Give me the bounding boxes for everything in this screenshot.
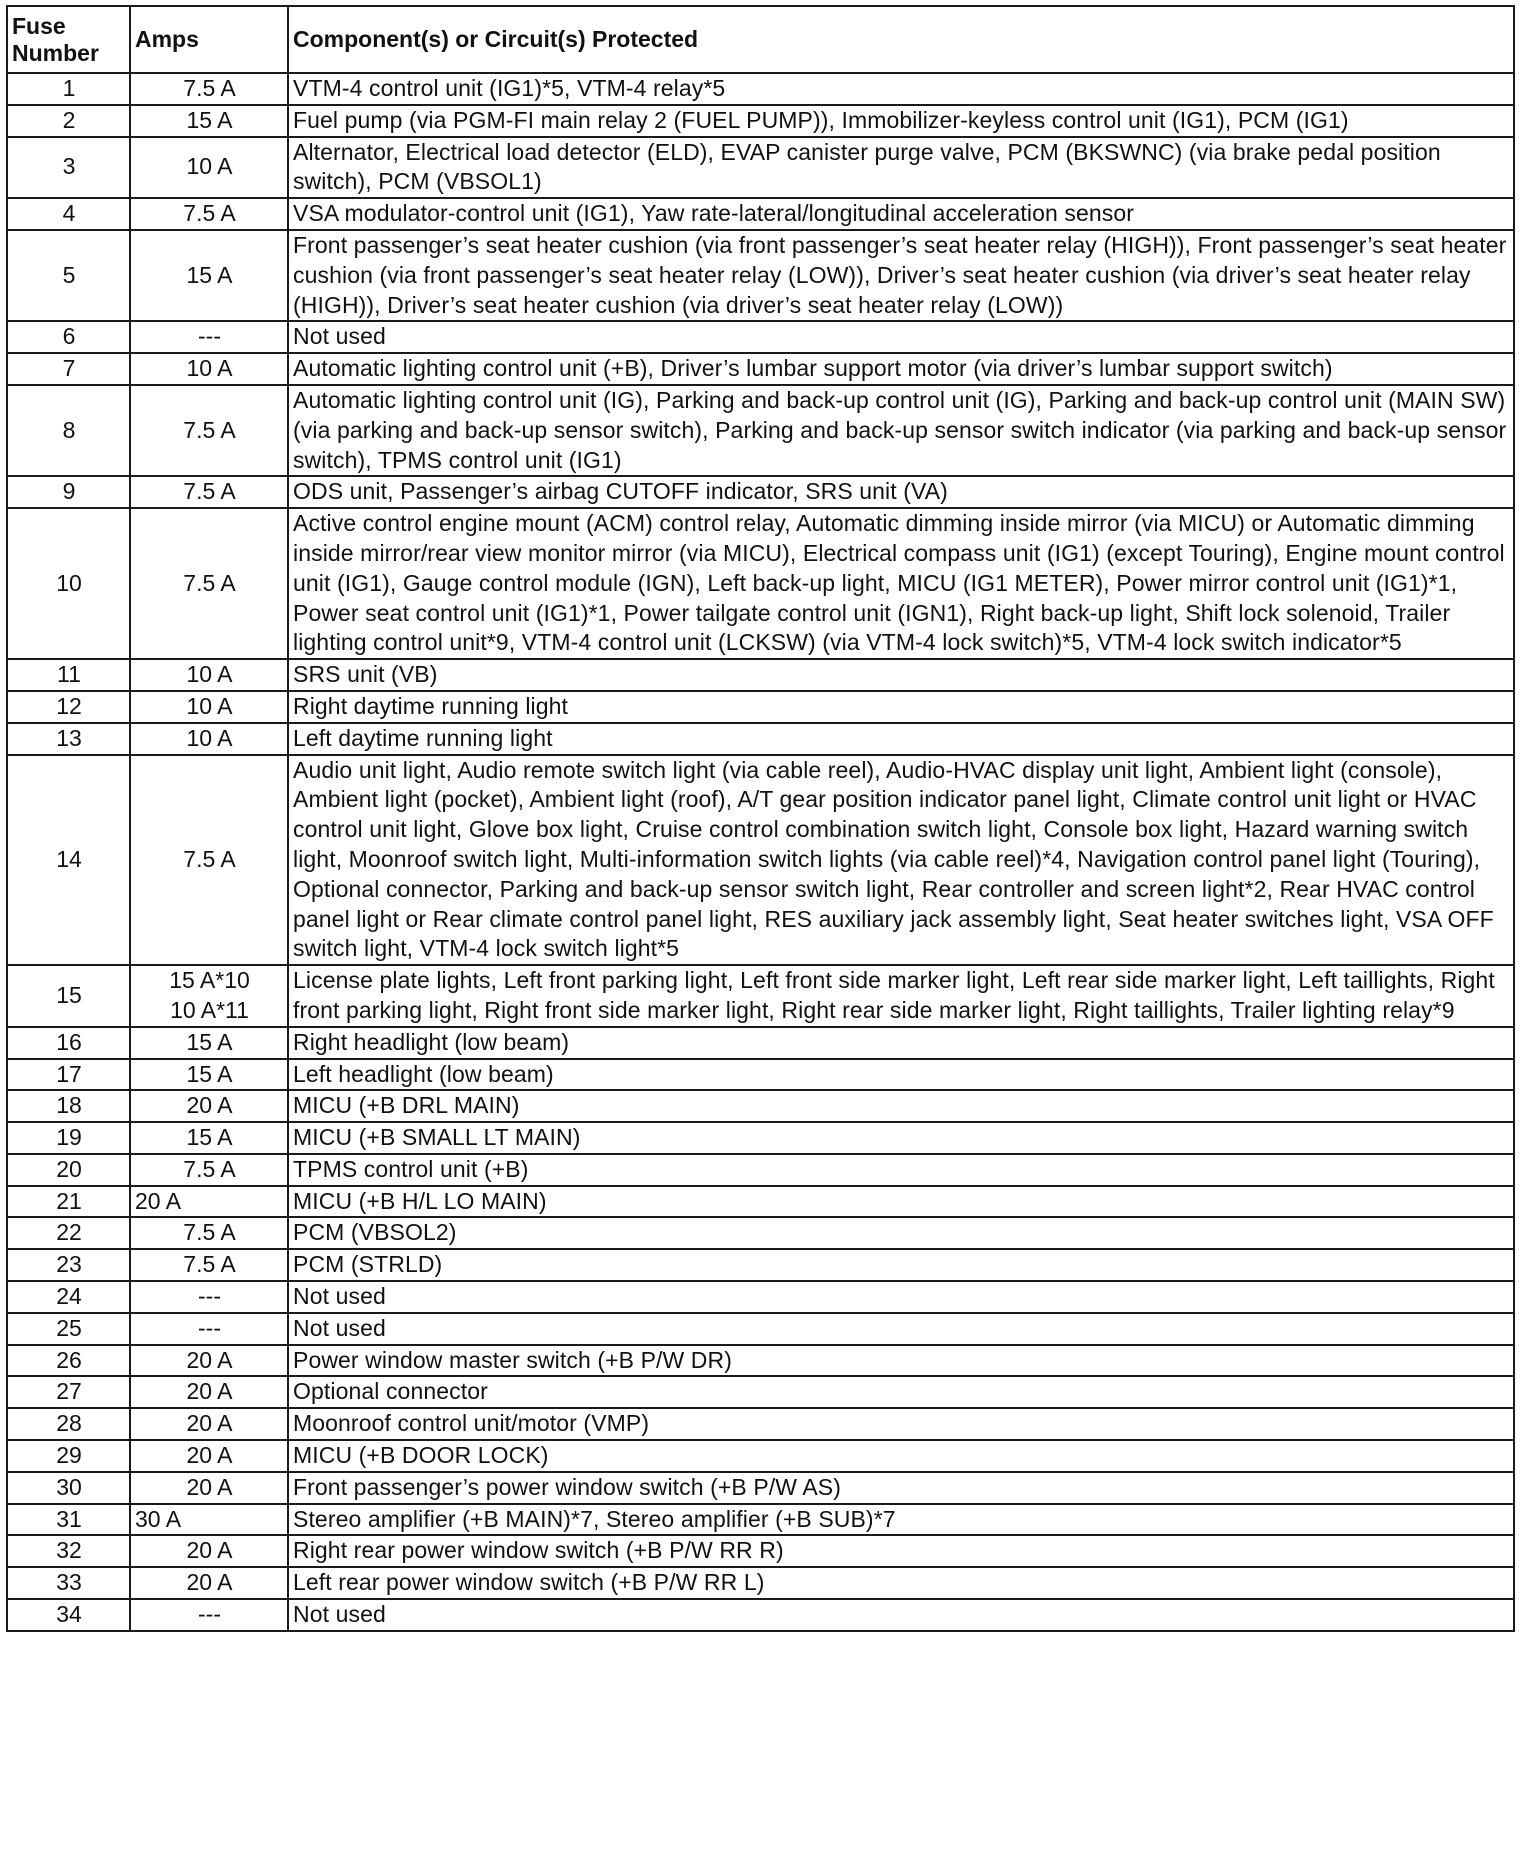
components-cell: VTM-4 control unit (IG1)*5, VTM-4 relay*5 bbox=[288, 73, 1514, 105]
amps-cell: 20 A bbox=[130, 1535, 288, 1567]
table-row bbox=[7, 1217, 1514, 1249]
components-cell: Alternator, Electrical load detector (ELD), EVAP canister purge valve, PCM (BKSWNC) (via brake pedal position switch), PCM (VBSOL1) bbox=[288, 137, 1514, 199]
table-row bbox=[7, 1281, 1514, 1313]
table-row bbox=[7, 1122, 1514, 1154]
header-components: Component(s) or Circuit(s) Protected bbox=[288, 6, 1514, 73]
fuse-number-cell: 31 bbox=[7, 1504, 130, 1536]
table-row bbox=[7, 755, 1514, 966]
table-row bbox=[7, 1027, 1514, 1059]
amps-cell: 10 A bbox=[130, 659, 288, 691]
amps-cell: --- bbox=[130, 1599, 288, 1631]
components-cell: Audio unit light, Audio remote switch light (via cable reel), Audio-HVAC display unit light, Ambient light (console), Ambient light (pocket), Ambient light (roof), A/T gear position indicator panel light, Climate control unit light or HVAC control unit light, Glove box light, Cruise control combination switch light, Console box light, Hazard warning switch light, Moonroof switch light, Multi-information switch lights (via cable reel)*4, Navigation control panel light (Touring), Optional connector, Parking and back-up sensor switch light, Rear controller and screen light*2, Rear HVAC control panel light or Rear climate control panel light, RES auxiliary jack assembly light, Seat heater switches light, VSA OFF switch light, VTM-4 lock switch light*5 bbox=[288, 755, 1514, 966]
components-cell: Right rear power window switch (+B P/W RR R) bbox=[288, 1535, 1514, 1567]
table-row bbox=[7, 1504, 1514, 1536]
fuse-number-cell: 19 bbox=[7, 1122, 130, 1154]
fuse-number-cell: 29 bbox=[7, 1440, 130, 1472]
table-row bbox=[7, 1440, 1514, 1472]
table-row bbox=[7, 137, 1514, 199]
components-cell: Active control engine mount (ACM) control relay, Automatic dimming inside mirror (via MICU) or Automatic dimming inside mirror/rear view monitor mirror (via MICU), Electrical compass unit (IG1) (except Touring), Engine mount control unit (IG1), Gauge control module (IGN), Left back-up light, MICU (IG1 METER), Power mirror control unit (IG1)*1, Power seat control unit (IG1)*1, Power tailgate control unit (IGN1), Right back-up light, Shift lock solenoid, Trailer lighting control unit*9, VTM-4 control unit (LCKSW) (via VTM-4 lock switch)*5, VTM-4 lock switch indicator*5 bbox=[288, 508, 1514, 659]
components-cell: ODS unit, Passenger’s airbag CUTOFF indicator, SRS unit (VA) bbox=[288, 476, 1514, 508]
amps-cell: 15 A bbox=[130, 230, 288, 321]
fuse-number-cell: 5 bbox=[7, 230, 130, 321]
table-row bbox=[7, 723, 1514, 755]
components-cell: Left daytime running light bbox=[288, 723, 1514, 755]
components-cell: Not used bbox=[288, 321, 1514, 353]
components-cell: SRS unit (VB) bbox=[288, 659, 1514, 691]
table-row bbox=[7, 659, 1514, 691]
header-amps: Amps bbox=[130, 6, 288, 73]
header-fuse-number-line2: Number bbox=[12, 39, 99, 66]
table-row bbox=[7, 73, 1514, 105]
table-row bbox=[7, 1345, 1514, 1377]
fuse-number-cell: 13 bbox=[7, 723, 130, 755]
table-row bbox=[7, 1090, 1514, 1122]
fuse-number-cell: 28 bbox=[7, 1408, 130, 1440]
fuse-number-cell: 18 bbox=[7, 1090, 130, 1122]
fuse-number-cell: 23 bbox=[7, 1249, 130, 1281]
table-row bbox=[7, 1535, 1514, 1567]
components-cell: Moonroof control unit/motor (VMP) bbox=[288, 1408, 1514, 1440]
fuse-table-body bbox=[7, 73, 1514, 1631]
fuse-number-cell: 27 bbox=[7, 1376, 130, 1408]
components-cell: Not used bbox=[288, 1313, 1514, 1345]
components-cell: Front passenger’s power window switch (+B P/W AS) bbox=[288, 1472, 1514, 1504]
amps-cell: 20 A bbox=[130, 1376, 288, 1408]
table-row bbox=[7, 1249, 1514, 1281]
components-cell: MICU (+B H/L LO MAIN) bbox=[288, 1186, 1514, 1218]
components-cell: VSA modulator-control unit (IG1), Yaw rate-lateral/longitudinal acceleration sensor bbox=[288, 198, 1514, 230]
amps-cell: 10 A bbox=[130, 353, 288, 385]
table-row bbox=[7, 353, 1514, 385]
amps-value-secondary: 10 A*11 bbox=[170, 996, 249, 1023]
components-cell: Power window master switch (+B P/W DR) bbox=[288, 1345, 1514, 1377]
fuse-number-cell: 14 bbox=[7, 755, 130, 966]
table-row bbox=[7, 385, 1514, 476]
fuse-number-cell: 6 bbox=[7, 321, 130, 353]
table-row bbox=[7, 1567, 1514, 1599]
amps-cell: 10 A bbox=[130, 723, 288, 755]
amps-cell: --- bbox=[130, 1313, 288, 1345]
fuse-number-cell: 11 bbox=[7, 659, 130, 691]
amps-cell: 15 A bbox=[130, 105, 288, 137]
amps-cell: 20 A bbox=[130, 1440, 288, 1472]
fuse-number-cell: 32 bbox=[7, 1535, 130, 1567]
header-row bbox=[7, 6, 1514, 73]
amps-cell: 7.5 A bbox=[130, 198, 288, 230]
fuse-number-cell: 21 bbox=[7, 1186, 130, 1218]
amps-cell: 20 A bbox=[130, 1472, 288, 1504]
amps-cell: 7.5 A bbox=[130, 755, 288, 966]
components-cell: MICU (+B DOOR LOCK) bbox=[288, 1440, 1514, 1472]
fuse-number-cell: 26 bbox=[7, 1345, 130, 1377]
components-cell: Left headlight (low beam) bbox=[288, 1059, 1514, 1091]
amps-cell: 20 A bbox=[130, 1090, 288, 1122]
table-row bbox=[7, 1059, 1514, 1091]
amps-cell: 20 A bbox=[130, 1186, 288, 1218]
fuse-number-cell: 22 bbox=[7, 1217, 130, 1249]
amps-cell: --- bbox=[130, 1281, 288, 1313]
amps-cell: 7.5 A bbox=[130, 1154, 288, 1186]
table-row bbox=[7, 476, 1514, 508]
header-fuse-number bbox=[7, 6, 130, 73]
fuse-number-cell: 17 bbox=[7, 1059, 130, 1091]
amps-cell: --- bbox=[130, 321, 288, 353]
fuse-number-cell: 1 bbox=[7, 73, 130, 105]
fuse-number-cell: 30 bbox=[7, 1472, 130, 1504]
amps-cell: 10 A bbox=[130, 691, 288, 723]
fuse-number-cell: 4 bbox=[7, 198, 130, 230]
table-row bbox=[7, 1472, 1514, 1504]
amps-cell: 15 A bbox=[130, 1059, 288, 1091]
fuse-number-cell: 33 bbox=[7, 1567, 130, 1599]
amps-cell: 15 A bbox=[130, 1027, 288, 1059]
table-row bbox=[7, 230, 1514, 321]
fuse-number-cell: 15 bbox=[7, 965, 130, 1027]
components-cell: Not used bbox=[288, 1281, 1514, 1313]
table-row bbox=[7, 321, 1514, 353]
components-cell: PCM (STRLD) bbox=[288, 1249, 1514, 1281]
amps-cell: 20 A bbox=[130, 1345, 288, 1377]
components-cell: Automatic lighting control unit (+B), Driver’s lumbar support motor (via driver’s lumbar support switch) bbox=[288, 353, 1514, 385]
components-cell: PCM (VBSOL2) bbox=[288, 1217, 1514, 1249]
fuse-number-cell: 24 bbox=[7, 1281, 130, 1313]
amps-cell: 30 A bbox=[130, 1504, 288, 1536]
components-cell: TPMS control unit (+B) bbox=[288, 1154, 1514, 1186]
components-cell: Right daytime running light bbox=[288, 691, 1514, 723]
table-row bbox=[7, 1154, 1514, 1186]
fuse-number-cell: 9 bbox=[7, 476, 130, 508]
amps-cell: 7.5 A bbox=[130, 476, 288, 508]
table-row bbox=[7, 105, 1514, 137]
table-row bbox=[7, 1313, 1514, 1345]
amps-cell: 7.5 A bbox=[130, 1249, 288, 1281]
table-row bbox=[7, 198, 1514, 230]
fuse-number-cell: 12 bbox=[7, 691, 130, 723]
components-cell: Fuel pump (via PGM-FI main relay 2 (FUEL PUMP)), Immobilizer-keyless control unit (IG1), PCM (IG1) bbox=[288, 105, 1514, 137]
components-cell: Right headlight (low beam) bbox=[288, 1027, 1514, 1059]
table-row bbox=[7, 691, 1514, 723]
components-cell: Left rear power window switch (+B P/W RR L) bbox=[288, 1567, 1514, 1599]
table-row bbox=[7, 508, 1514, 659]
components-cell: Automatic lighting control unit (IG), Parking and back-up control unit (IG), Parking and back-up control unit (MAIN SW) (via parking and back-up sensor switch), Parking and back-up sensor switch indicator (via parking and back-up sensor switch), TPMS control unit (IG1) bbox=[288, 385, 1514, 476]
amps-cell bbox=[130, 965, 288, 1027]
fuse-number-cell: 20 bbox=[7, 1154, 130, 1186]
fuse-number-cell: 8 bbox=[7, 385, 130, 476]
components-cell: License plate lights, Left front parking light, Left front side marker light, Left rear side marker light, Left taillights, Right front parking light, Right front side marker light, Right rear side marker light, Right taillights, Trailer lighting relay*9 bbox=[288, 965, 1514, 1027]
table-row bbox=[7, 1408, 1514, 1440]
fuse-number-cell: 34 bbox=[7, 1599, 130, 1631]
amps-value-primary: 15 A*10 bbox=[169, 967, 250, 994]
fuse-number-cell: 16 bbox=[7, 1027, 130, 1059]
fuse-number-cell: 10 bbox=[7, 508, 130, 659]
amps-cell: 7.5 A bbox=[130, 73, 288, 105]
amps-cell: 20 A bbox=[130, 1567, 288, 1599]
fuse-number-cell: 25 bbox=[7, 1313, 130, 1345]
table-row bbox=[7, 965, 1514, 1027]
fuse-number-cell: 7 bbox=[7, 353, 130, 385]
fuse-number-cell: 2 bbox=[7, 105, 130, 137]
components-cell: Optional connector bbox=[288, 1376, 1514, 1408]
table-row bbox=[7, 1376, 1514, 1408]
components-cell: Stereo amplifier (+B MAIN)*7, Stereo amplifier (+B SUB)*7 bbox=[288, 1504, 1514, 1536]
components-cell: MICU (+B DRL MAIN) bbox=[288, 1090, 1514, 1122]
header-fuse-number-line1: Fuse bbox=[12, 12, 66, 39]
components-cell: MICU (+B SMALL LT MAIN) bbox=[288, 1122, 1514, 1154]
amps-cell: 7.5 A bbox=[130, 1217, 288, 1249]
amps-cell: 20 A bbox=[130, 1408, 288, 1440]
fuse-table bbox=[6, 5, 1515, 1632]
amps-cell: 10 A bbox=[130, 137, 288, 199]
components-cell: Front passenger’s seat heater cushion (via front passenger’s seat heater relay (HIGH)), Front passenger’s seat heater cushion (via front passenger’s seat heater relay (LOW)), Driver’s seat heater cushion (via driver’s seat heater relay (HIGH)), Driver’s seat heater cushion (via driver’s seat heater relay (LOW)) bbox=[288, 230, 1514, 321]
table-row bbox=[7, 1599, 1514, 1631]
amps-cell: 7.5 A bbox=[130, 385, 288, 476]
fuse-number-cell: 3 bbox=[7, 137, 130, 199]
table-row bbox=[7, 1186, 1514, 1218]
components-cell: Not used bbox=[288, 1599, 1514, 1631]
amps-cell: 7.5 A bbox=[130, 508, 288, 659]
amps-cell: 15 A bbox=[130, 1122, 288, 1154]
